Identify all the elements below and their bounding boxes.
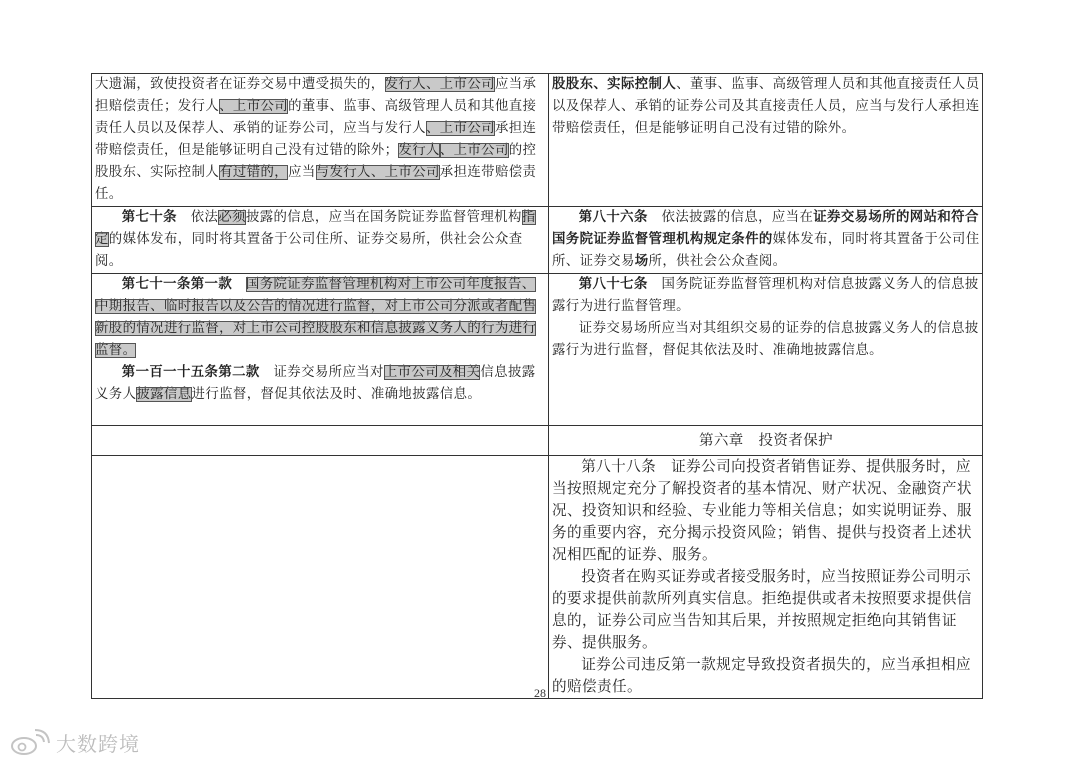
right-paragraph [552, 207, 980, 273]
article-heading: 第八十六条 [578, 210, 648, 225]
highlighted-text: 、上市公司 [219, 99, 289, 114]
right-cell-row2 [549, 207, 983, 274]
right-cell-row5 [549, 456, 983, 699]
right-paragraph [552, 274, 980, 318]
text-span: 进行监督，督促其依法及时、准确地披露信息。 [191, 387, 482, 402]
bold-text: 证券交易场所的网站和符合国务院证券监督管理机构规定条件的 [552, 210, 979, 247]
text-span: 证券交易场所应当对其组织交易的证券的信息披露义务人的信息披露行为进行监督，督促其依法及时、准确地披露信息。 [552, 321, 979, 358]
chapter-heading: 第六章 投资者保护 [698, 432, 834, 449]
watermark-text: 大数跨境 [56, 732, 140, 756]
article-heading: 第八十七条 [578, 277, 648, 292]
text-span: 依法披露的信息，应当在 [647, 210, 814, 225]
text-span: 信息披露义务人 [95, 365, 536, 402]
text-span: 的媒体发布，同时将其置备于公司住所、证券交易所，供社会公众查阅。 [95, 232, 523, 269]
bold-text: 股股东、实际控制人 [552, 77, 677, 92]
left-cell-row1 [92, 74, 549, 207]
text-span: 应当承担赔偿责任；发行人 [95, 77, 537, 114]
highlighted-text: 国务院证券监督管理机构对上市公司年度报告、中期报告、临时报告以及公告的情况进行监督，对上市公司分派或者配售新股的情况进行监督，对上市公司控股股东和信息披露义务人的行为进行监督。 [95, 277, 537, 358]
article-heading: 第一百一十五条第二款 [121, 365, 260, 380]
highlighted-text: 披露信息 [136, 387, 192, 402]
table-row [92, 74, 983, 207]
text-span: 依法 [176, 210, 219, 225]
right-cell-row1 [549, 74, 983, 207]
right-cell-row3 [549, 274, 983, 426]
weibo-logo-icon [10, 729, 50, 757]
left-cell-row5-empty [92, 456, 549, 699]
article-heading: 第七十一条第一款 [121, 277, 233, 292]
right-cell-row4 [549, 426, 983, 456]
text-span: 披露的信息，应当在国务院证券监督管理机构 [245, 210, 522, 225]
left-paragraph [95, 274, 546, 362]
bold-text: 场 [634, 254, 649, 269]
highlighted-text: 、上市公司 [425, 121, 495, 136]
left-cell-row3 [92, 274, 549, 426]
left-cell-row4-empty [92, 426, 549, 456]
page-number: 28 [534, 686, 546, 700]
comparison-table [91, 73, 983, 699]
article-heading: 第七十条 [121, 210, 177, 225]
highlighted-text: 与发行人、上市公司 [315, 165, 440, 180]
text-span: 大遗漏，致使投资者在证券交易中遭受损失的， [95, 77, 385, 92]
highlighted-text: 必须 [218, 210, 246, 225]
table-row [92, 274, 983, 426]
text-span: 、董事、监事、高级管理人员和其他直接责任人员以及保荐人、承销的证券公司及其直接责任人员，应当与发行人承担连带赔偿责任，但是能够证明自己没有过错的除外。 [552, 77, 980, 136]
text-span: 的控股股东、实际控制人 [95, 143, 537, 180]
right-paragraph: 投资者在购买证券或者接受服务时，应当按照证券公司明示的要求提供前款所列真实信息。拒绝提供或者未按照要求提供信息的，证券公司应当告知其后果，并按照规定拒绝向其销售证券、提供服务。 [552, 568, 972, 651]
text-span [232, 277, 246, 292]
highlighted-text: 、上市公司 [439, 143, 509, 158]
left-paragraph [95, 207, 546, 273]
text-span: 承担连带赔偿责任，但是能够证明自己没有过错的除外； [95, 121, 537, 158]
highlighted-text: 指定 [95, 210, 536, 247]
highlighted-text: 发行人、上市公司 [384, 77, 495, 92]
highlighted-text: 有过错的， [219, 165, 289, 180]
left-cell-row2 [92, 207, 549, 274]
text-span: 的董事、监事、高级管理人员和其他直接责任人员以及保荐人、承销的证券公司，应当与发行人 [95, 99, 537, 136]
right-paragraph: 证券公司违反第一款规定导致投资者损失的，应当承担相应的赔偿责任。 [552, 656, 972, 695]
text-span: 承担连带赔偿责任。 [95, 165, 537, 202]
highlighted-text: 发行人 [398, 143, 440, 158]
table-row [92, 426, 983, 456]
left-paragraph [95, 74, 546, 206]
right-paragraph [552, 74, 980, 140]
text-span: 证券交易所应当对 [259, 365, 384, 380]
text-span: 应当 [288, 165, 316, 180]
right-paragraph [552, 318, 980, 362]
right-paragraph: 第八十八条 证券公司向投资者销售证券、提供服务时，应当按照规定充分了解投资者的基本情况、财产状况、金融资产状况、投资知识和经验、专业能力等相关信息；如实说明证券、服务的重要内容，充分揭示投资风险；销售、提供与投资者上述状况相匹配的证券、服务。 [552, 458, 972, 563]
table-row [92, 207, 983, 274]
text-span: 国务院证券监督管理机构对信息披露义务人的信息披露行为进行监督管理。 [552, 277, 979, 314]
left-paragraph [95, 362, 546, 406]
highlighted-text: 上市公司及相关 [383, 365, 481, 380]
watermark [10, 728, 140, 757]
table-row [92, 456, 983, 699]
text-span: 媒体发布，同时将其置备于公司住所、证券交易 [552, 232, 980, 269]
text-span: 所，供社会公众查阅。 [648, 254, 787, 269]
